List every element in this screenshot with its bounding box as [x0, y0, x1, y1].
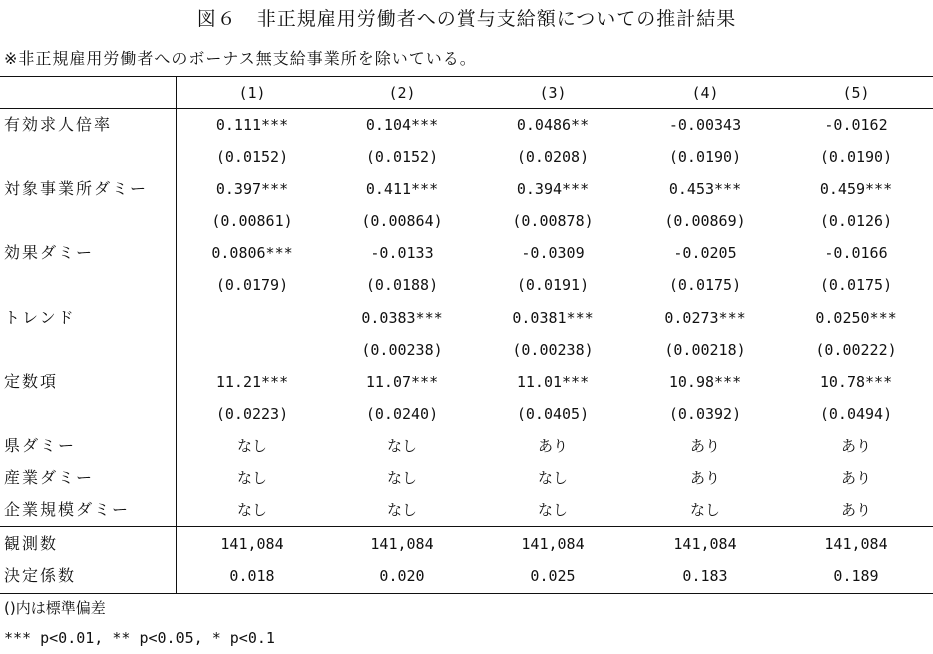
- table-note: ※非正規雇用労働者へのボーナス無支給事業所を除いている。: [4, 49, 477, 68]
- table-row: [0, 528, 933, 560]
- table-row: [0, 366, 933, 398]
- table-cell: 0.0486**: [516, 116, 590, 134]
- table-cell: (0.00222): [815, 341, 897, 359]
- table-cell: なし: [236, 469, 267, 487]
- column-header: (5): [842, 84, 870, 102]
- row-label: 県ダミー: [4, 436, 77, 455]
- table-cell: 0.020: [379, 567, 425, 585]
- column-header: (3): [539, 84, 567, 102]
- table-cell: -0.0309: [521, 244, 585, 262]
- table-cell: (0.0405): [516, 405, 590, 423]
- table-cell: 11.21***: [215, 373, 289, 391]
- table-cell: (0.0392): [668, 405, 742, 423]
- bottom-rule: [0, 593, 933, 594]
- table-cell: (0.00238): [512, 341, 594, 359]
- table-cell: [177, 334, 327, 366]
- table-row: [0, 141, 933, 173]
- table-cell: (0.0188): [365, 276, 439, 294]
- table-cell: 0.111***: [215, 116, 289, 134]
- table-cell: あり: [689, 469, 720, 487]
- column-header: (2): [388, 84, 416, 102]
- table-cell: 141,084: [521, 535, 585, 553]
- table-cell: 0.411***: [365, 180, 439, 198]
- table-cell: [177, 302, 327, 334]
- table-row: [0, 494, 933, 526]
- table-cell: (0.0208): [516, 148, 590, 166]
- table-cell: 0.183: [682, 567, 728, 585]
- table-cell: 11.07***: [365, 373, 439, 391]
- table-row: [0, 560, 933, 592]
- table-row: [0, 302, 933, 334]
- table-row: [0, 334, 933, 366]
- table-cell: 141,084: [220, 535, 284, 553]
- table-cell: なし: [236, 501, 267, 519]
- table-cell: -0.00343: [668, 116, 742, 134]
- row-label: 有効求人倍率: [4, 115, 113, 134]
- table-cell: (0.0190): [668, 148, 742, 166]
- table-cell: (0.0175): [819, 276, 893, 294]
- table-cell: 0.0383***: [361, 309, 443, 327]
- table-cell: 0.394***: [516, 180, 590, 198]
- table-cell: 0.397***: [215, 180, 289, 198]
- row-label: 決定係数: [4, 566, 77, 585]
- table-cell: あり: [537, 437, 568, 455]
- table-cell: あり: [840, 501, 871, 519]
- table-cell: (0.0191): [516, 276, 590, 294]
- table-cell: (0.00864): [361, 212, 443, 230]
- footnote-significance: *** p<0.01, ** p<0.05, * p<0.1: [4, 629, 275, 647]
- table-cell: 141,084: [673, 535, 737, 553]
- table-cell: なし: [537, 501, 568, 519]
- table-cell: -0.0162: [824, 116, 888, 134]
- table-cell: (0.0223): [215, 405, 289, 423]
- table-cell: なし: [386, 501, 417, 519]
- table-row: [0, 237, 933, 269]
- row-label: 対象事業所ダミー: [4, 179, 149, 198]
- column-header: (4): [691, 84, 719, 102]
- table-cell: -0.0205: [673, 244, 737, 262]
- table-cell: なし: [386, 437, 417, 455]
- table-cell: (0.0152): [215, 148, 289, 166]
- table-row: [0, 462, 933, 494]
- table-cell: -0.0166: [824, 244, 888, 262]
- row-label: 企業規模ダミー: [4, 500, 131, 519]
- row-label: 効果ダミー: [4, 243, 95, 262]
- table-cell: (0.0240): [365, 405, 439, 423]
- table-cell: なし: [386, 469, 417, 487]
- table-cell: -0.0133: [370, 244, 434, 262]
- table-cell: (0.0179): [215, 276, 289, 294]
- table-cell: (0.00238): [361, 341, 443, 359]
- footnote-std-error: ()内は標準偏差: [4, 599, 106, 617]
- column-header: (1): [238, 84, 266, 102]
- table-row: [0, 109, 933, 141]
- table-cell: あり: [840, 437, 871, 455]
- table-cell: あり: [689, 437, 720, 455]
- table-cell: 0.453***: [668, 180, 742, 198]
- table-cell: (0.0190): [819, 148, 893, 166]
- table-cell: なし: [537, 469, 568, 487]
- table-cell: 0.189: [833, 567, 879, 585]
- row-label: 観測数: [4, 534, 59, 553]
- table-cell: (0.0175): [668, 276, 742, 294]
- table-row: [0, 173, 933, 205]
- table-cell: (0.00861): [211, 212, 293, 230]
- row-label: トレンド: [4, 308, 76, 327]
- table-row: [0, 398, 933, 430]
- table-cell: 10.98***: [668, 373, 742, 391]
- table-cell: (0.0126): [819, 212, 893, 230]
- table-cell: 0.104***: [365, 116, 439, 134]
- table-cell: (0.0152): [365, 148, 439, 166]
- table-cell: 0.018: [229, 567, 275, 585]
- table-cell: (0.00878): [512, 212, 594, 230]
- table-row: [0, 430, 933, 462]
- table-cell: (0.0494): [819, 405, 893, 423]
- table-cell: (0.00218): [664, 341, 746, 359]
- table-cell: なし: [689, 501, 720, 519]
- figure-title: 図６ 非正規雇用労働者への賞与支給額についての推計結果: [196, 8, 737, 30]
- row-label: 産業ダミー: [4, 468, 95, 487]
- table-row: [0, 269, 933, 301]
- table-cell: 0.0250***: [815, 309, 897, 327]
- header-row: [0, 77, 933, 109]
- table-cell: 0.0381***: [512, 309, 594, 327]
- table-cell: 11.01***: [516, 373, 590, 391]
- table-cell: 0.459***: [819, 180, 893, 198]
- table-cell: なし: [236, 437, 267, 455]
- table-cell: 0.0273***: [664, 309, 746, 327]
- table-cell: あり: [840, 469, 871, 487]
- table-row: [0, 205, 933, 237]
- summary-rule: [0, 526, 933, 527]
- table-cell: 10.78***: [819, 373, 893, 391]
- table-cell: 141,084: [824, 535, 888, 553]
- table-cell: 0.025: [530, 567, 576, 585]
- row-label: 定数項: [4, 372, 59, 391]
- table-cell: 141,084: [370, 535, 434, 553]
- table-cell: 0.0806***: [211, 244, 293, 262]
- table-cell: (0.00869): [664, 212, 746, 230]
